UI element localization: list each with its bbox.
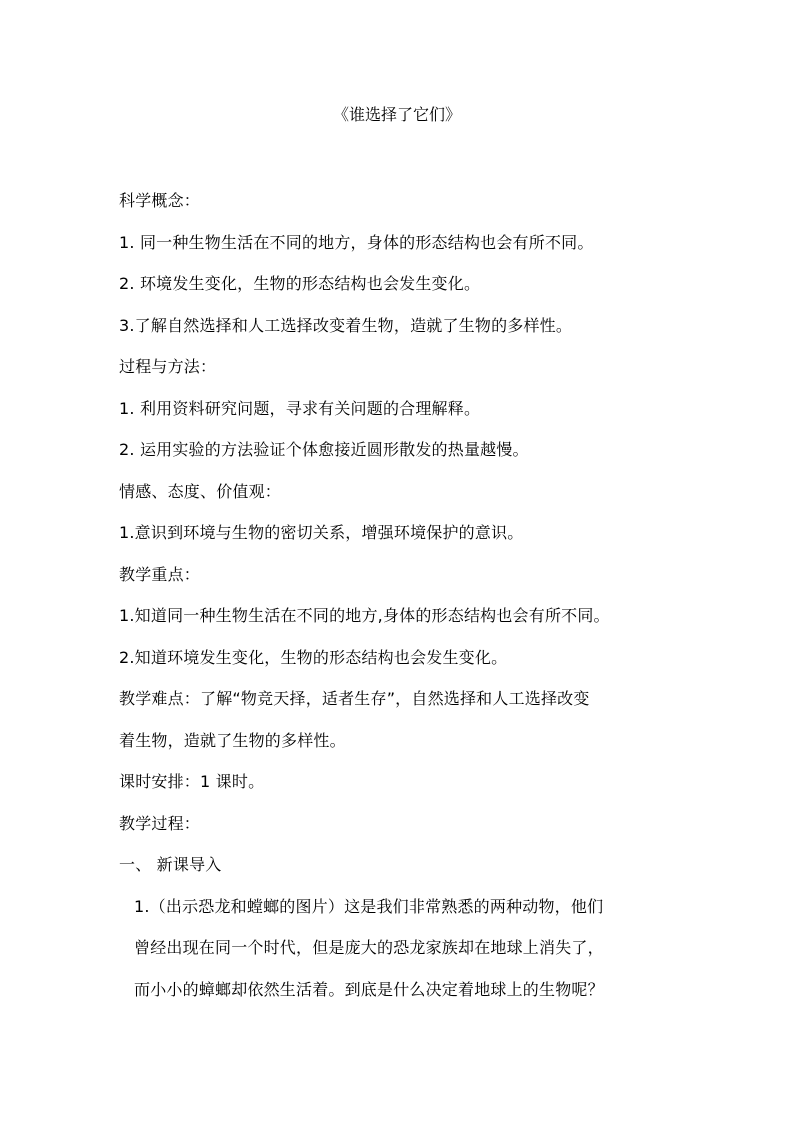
document-title: 《谁选择了它们》: [332, 105, 461, 124]
intro-paragraph-line-3: 而小小的蟑螂却依然生活着。到底是什么决定着地球上的生物呢？: [134, 980, 604, 999]
concept-item-3: 3.了解自然选择和人工选择改变着生物，造就了生物的多样性。: [119, 316, 573, 335]
attitude-item-1: 1.意识到环境与生物的密切关系，增强环境保护的意识。: [119, 523, 524, 542]
method-item-1: 1. 利用资料研究问题，寻求有关问题的合理解释。: [119, 399, 481, 418]
method-item-2: 2. 运用实验的方法验证个体愈接近圆形散发的热量越慢。: [119, 440, 529, 459]
section-heading-key-points: 教学重点：: [119, 565, 201, 584]
difficulty-line-2: 着生物，造就了生物的多样性。: [119, 731, 346, 750]
concept-item-2: 2. 环境发生变化，生物的形态结构也会发生变化。: [119, 274, 481, 293]
section-heading-science-concepts: 科学概念：: [119, 191, 201, 210]
difficulty-line-1: 教学难点：了解“物竞天择，适者生存”，自然选择和人工选择改变: [119, 689, 590, 708]
key-point-item-2: 2.知道环境发生变化，生物的形态结构也会发生变化。: [119, 648, 508, 667]
section-heading-teaching-process: 教学过程：: [119, 814, 201, 833]
section-heading-process-methods: 过程与方法：: [119, 357, 217, 376]
concept-item-1: 1. 同一种生物生活在不同的地方，身体的形态结构也会有所不同。: [119, 233, 594, 252]
intro-paragraph-line-1: 1.（出示恐龙和螳螂的图片）这是我们非常熟悉的两种动物，他们: [134, 897, 604, 916]
schedule-line: 课时安排：1 课时。: [119, 772, 265, 791]
intro-paragraph-line-2: 曾经出现在同一个时代，但是庞大的恐龙家族却在地球上消失了，: [134, 938, 604, 957]
key-point-item-1: 1.知道同一种生物生活在不同的地方,身体的形态结构也会有所不同。: [119, 606, 610, 625]
process-step-heading-1: 一、 新课导入: [119, 855, 222, 874]
section-heading-attitudes: 情感、态度、价值观：: [119, 482, 282, 501]
